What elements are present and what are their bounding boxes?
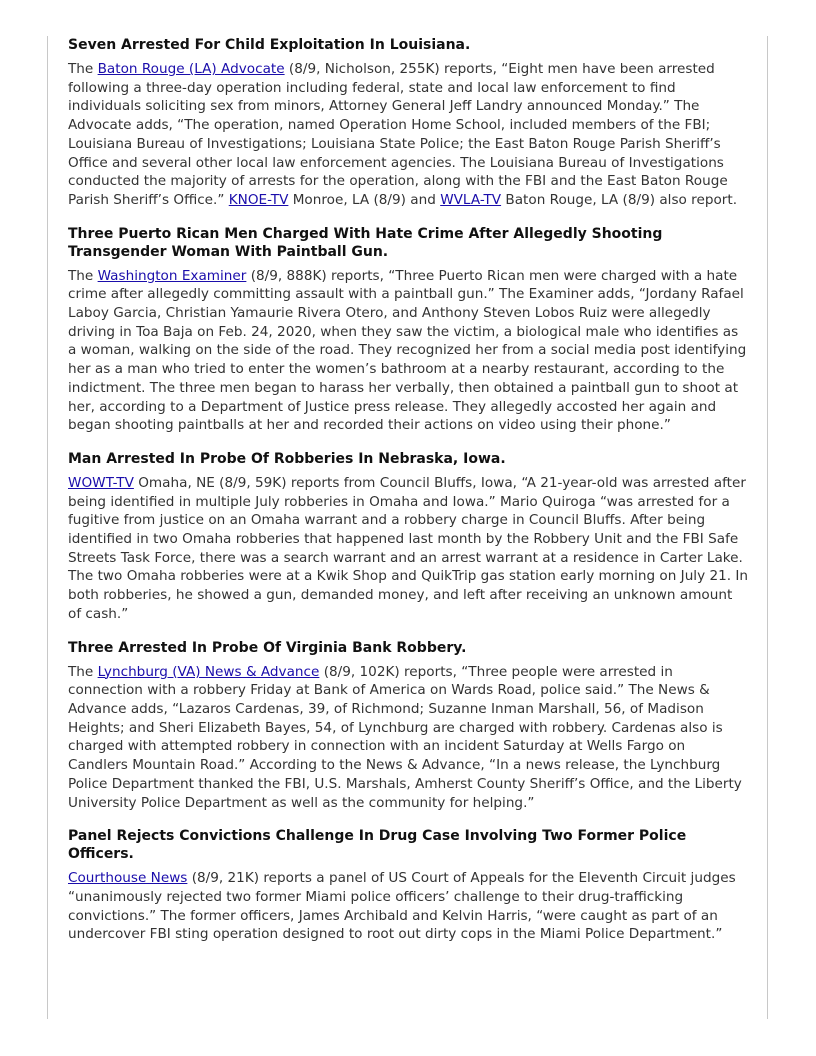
source-link-wvla-tv[interactable]: WVLA-TV <box>440 191 502 208</box>
source-link-courthouse-news[interactable]: Courthouse News <box>68 870 188 887</box>
body-text: The <box>68 61 98 77</box>
body-text: Monroe, LA (8/9) and <box>288 191 441 208</box>
source-link-washington-examiner[interactable]: Washington Examiner <box>97 267 247 284</box>
article-headline: Seven Arrested For Child Exploitation In Louisiana. <box>68 37 471 53</box>
source-link-knoe-tv[interactable]: KNOE-TV <box>228 191 289 208</box>
article-headline: Panel Rejects Convictions Challenge In Drug Case Involving Two Former Police Officers. <box>68 828 687 863</box>
article <box>68 639 748 813</box>
article-body <box>68 663 748 813</box>
article <box>68 225 748 435</box>
body-text: (8/9, 888K) reports, “Three Puerto Rican men were charged with a hate crime after allegedly committing assault with a paintball gun.” The Examiner adds, “Jordany Rafael Laboy Garcia, Christian Yamaurie Rivera Otero, and Anthony Steven Lobos Ruiz were allegedly driving in Toa Baja on Feb. 24, 2020, when they saw the victim, a biological male who identifies as a woman, walking on the side of the road. They recognized her from a social media post identifying her as a man who tried to enter the women’s bathroom at a nearby restaurant, according to the indictment. The three men began to harass her verbally, then obtained a paintball gun to shoot at her, according to a Department of Justice press release. They allegedly accosted her again and began shooting paintballs at her and recorded their actions on video using their phone.” <box>68 267 747 434</box>
article <box>68 36 748 210</box>
article <box>68 450 748 624</box>
article-body <box>68 267 748 435</box>
article-body <box>68 869 748 944</box>
body-text: The <box>68 267 98 284</box>
article-headline: Three Puerto Rican Men Charged With Hate Crime After Allegedly Shooting Transgender Woman With Paintball Gun. <box>68 225 663 260</box>
article-headline: Three Arrested In Probe Of Virginia Bank Robbery. <box>68 639 467 656</box>
body-text: Baton Rouge, LA (8/9) also report. <box>501 191 738 208</box>
article-body <box>68 474 748 624</box>
article-body <box>68 60 748 210</box>
article-headline: Man Arrested In Probe Of Robberies In Nebraska, Iowa. <box>68 450 506 467</box>
body-text: Omaha, NE (8/9, 59K) reports from Council Bluffs, Iowa, “A 21-year-old was arrested after being identified in multiple July robberies in Omaha and Iowa.” Mario Quiroga “was arrested for a fugitive from justice on an Omaha warrant and a robbery charge in Council Bluffs. After being identified in two Omaha robberies that happened last month by the Robbery Unit and the FBI Safe Streets Task Force, there was a search warrant and an arrest warrant at a residence in Carter Lake. The two Omaha robberies were at a Kwik Shop and QuikTrip gas station early morning on July 21. In both robberies, he showed a gun, demanded money, and left after receiving an unknown amount of cash.” <box>68 474 749 622</box>
source-link-lynchburg-news-advance[interactable]: Lynchburg (VA) News & Advance <box>97 663 320 680</box>
body-text: (8/9, 102K) reports, “Three people were arrested in connection with a robbery Friday at Bank of America on Wards Road, police said.” The News & Advance adds, “Lazaros Cardenas, 39, of Richmond; Suzanne Inman Marshall, 56, of Madison Heights; and Sheri Elizabeth Bayes, 54, of Lynchburg are charged with robbery. Cardenas also is charged with attempted robbery in connection with an incident Saturday at Wells Fargo on Candlers Mountain Road.” According to the News & Advance, “In a news release, the Lynchburg Police Department thanked the FBI, U.S. Marshals, Amherst County Sheriff’s Office, and the Liberty University Police Department as well as the community for helping.” <box>68 663 742 811</box>
body-text: (8/9, Nicholson, 255K) reports, “Eight men have been arrested following a three-day operation including federal, state and local law enforcement to find individuals soliciting sex from minors, Attorney General Jeff Landry announced Monday.” The Advocate adds, “The operation, named Operation Home School, included members of the FBI; Louisiana Bureau of Investigations; Louisiana State Police; the East Baton Rouge Parish Sheriff’s Office and several other local law enforcement agencies. The Louisiana Bureau of Investigations conducted the majority of arrests for the operation, along with the FBI and the East Baton Rouge Parish Sheriff’s Office.” <box>68 61 728 208</box>
news-briefing <box>68 36 748 959</box>
body-text: The <box>68 663 98 680</box>
article <box>68 827 748 944</box>
source-link-baton-rouge-advocate[interactable]: Baton Rouge (LA) Advocate <box>97 61 285 77</box>
source-link-wowt-tv[interactable]: WOWT-TV <box>68 474 134 491</box>
body-text: (8/9, 21K) reports a panel of US Court of Appeals for the Eleventh Circuit judges “unanimously rejected two former Miami police officers’ challenge to their drug-trafficking convictions.” The former officers, James Archibald and Kelvin Harris, “were caught as part of an undercover FBI sting operation designed to root out dirty cops in the Miami Police Department.” <box>68 870 736 943</box>
